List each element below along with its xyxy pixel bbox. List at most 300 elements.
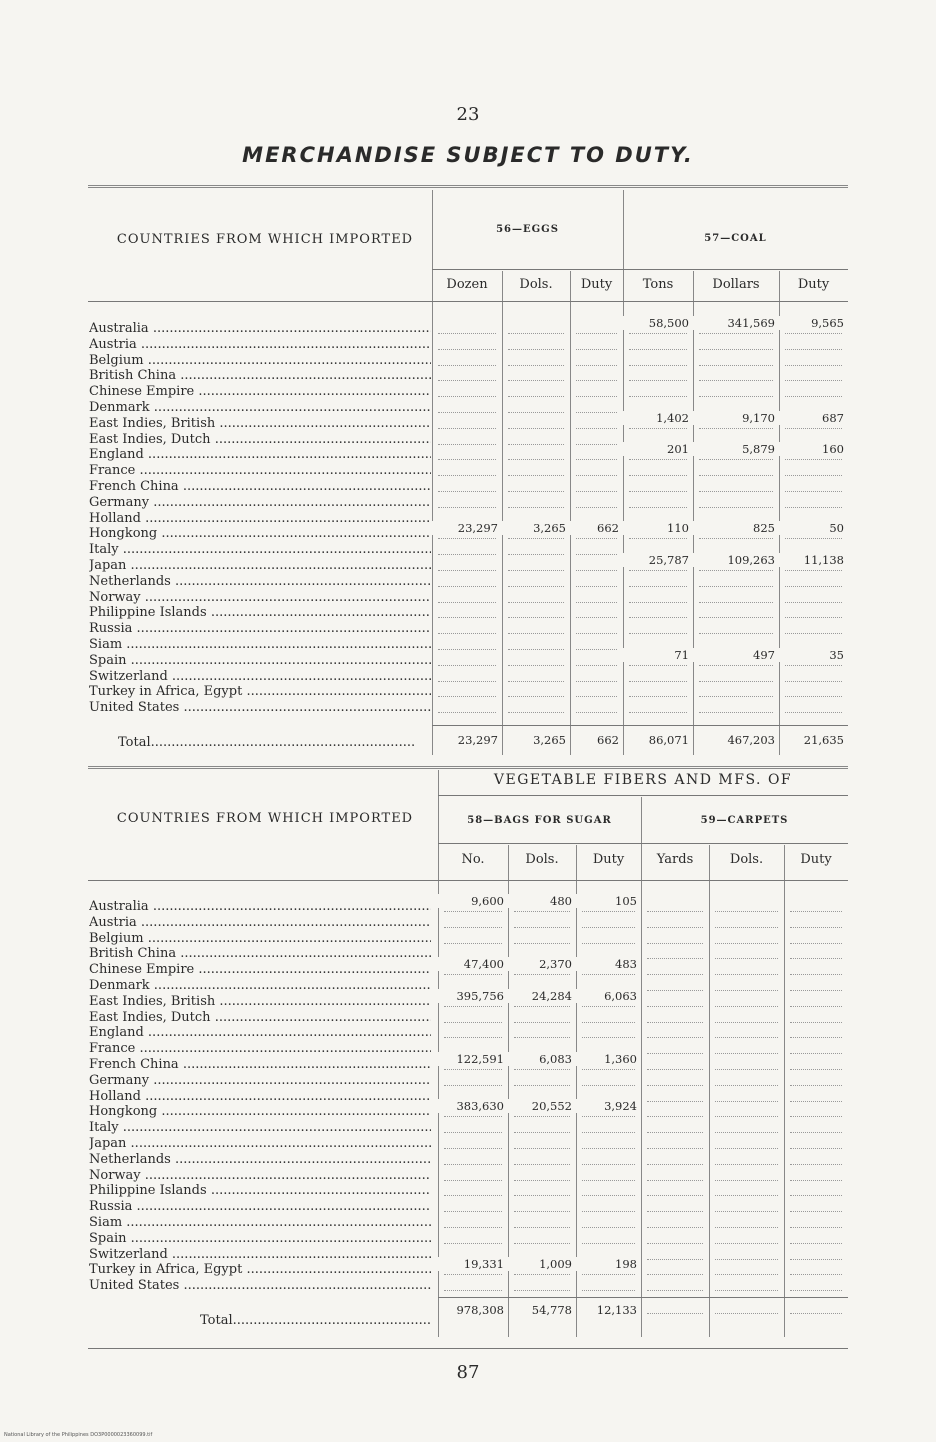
dot-leader xyxy=(438,617,496,618)
dot-leader xyxy=(514,1148,570,1149)
dot-leader xyxy=(582,1274,635,1275)
table2-group-rule xyxy=(438,843,848,844)
dot-leader xyxy=(647,927,703,928)
dot-leader xyxy=(514,1006,570,1007)
table-cell: 6,063 xyxy=(576,989,641,1003)
table2-countries-header: COUNTRIES FROM WHICH IMPORTED xyxy=(116,811,414,826)
country-row-label: Italy ..... xyxy=(89,543,431,556)
country-row-label: France ..... xyxy=(89,1042,431,1055)
dot-leader xyxy=(582,1037,635,1038)
total-cell: 23,297 xyxy=(457,733,498,747)
table1-column-header: Dozen xyxy=(446,277,488,292)
dot-leader xyxy=(438,633,496,634)
dot-leader xyxy=(647,1243,703,1244)
table1-total-label: Total ..... xyxy=(118,735,430,750)
dot-leader xyxy=(699,459,773,460)
dot-leader xyxy=(508,586,564,587)
dot-leader xyxy=(438,333,496,334)
table-cell: 23,297 xyxy=(432,521,502,535)
table-cell: 5,879 xyxy=(693,442,779,456)
dot-leader xyxy=(576,428,617,429)
page-number-top: 23 xyxy=(456,104,480,125)
country-row-label: Germany ..... xyxy=(89,1074,431,1087)
table-cell: 1,402 xyxy=(623,411,693,425)
country-row-label: England ..... xyxy=(89,1026,431,1039)
dot-leader xyxy=(785,396,842,397)
dot-leader xyxy=(790,1274,842,1275)
dot-leader xyxy=(715,1132,778,1133)
table1-total-rule xyxy=(432,725,848,726)
country-row-label: British China ..... xyxy=(89,369,431,382)
dot-leader xyxy=(576,633,617,634)
country-row-label: East Indies, Dutch ..... xyxy=(89,1011,431,1024)
table2-column-header: Duty xyxy=(592,852,625,867)
dot-leader xyxy=(582,1211,635,1212)
dot-leader xyxy=(514,1116,570,1117)
dot-leader xyxy=(785,459,842,460)
dot-leader xyxy=(790,1006,842,1007)
dot-leader xyxy=(790,1259,842,1260)
dot-leader xyxy=(790,1195,842,1196)
dot-leader xyxy=(582,1148,635,1149)
dot-leader xyxy=(514,943,570,944)
dot-leader xyxy=(715,911,778,912)
dot-leader xyxy=(582,1069,635,1070)
dot-leader xyxy=(508,665,564,666)
table2-column-header: Dols. xyxy=(525,852,559,867)
table2-total-rule xyxy=(438,1297,848,1298)
table1-column-header: Duty xyxy=(580,277,613,292)
table-cell: 483 xyxy=(576,957,641,971)
dot-leader xyxy=(647,1195,703,1196)
dot-leader xyxy=(582,1085,635,1086)
dot-leader xyxy=(715,1274,778,1275)
country-row-label: East Indies, British ..... xyxy=(89,995,431,1008)
country-row-label: Belgium ..... xyxy=(89,354,431,367)
dot-leader xyxy=(576,365,617,366)
dot-leader xyxy=(790,1180,842,1181)
dot-leader xyxy=(785,349,842,350)
dot-leader xyxy=(715,1006,778,1007)
table2-top-rule xyxy=(88,766,848,769)
dot-leader xyxy=(699,349,773,350)
dot-leader xyxy=(699,665,773,666)
table2-group-divider xyxy=(641,797,642,1337)
dot-leader xyxy=(444,943,502,944)
dot-leader xyxy=(629,665,687,666)
dot-leader xyxy=(647,1006,703,1007)
dot-leader xyxy=(582,1132,635,1133)
table-cell: 160 xyxy=(779,442,848,456)
dot-leader xyxy=(444,1116,502,1117)
dot-leader xyxy=(438,428,496,429)
dot-leader xyxy=(790,1053,842,1054)
table-cell: 2,370 xyxy=(508,957,576,971)
dot-leader xyxy=(790,1313,842,1314)
dot-leader xyxy=(576,412,617,413)
dot-leader xyxy=(444,1274,502,1275)
dot-leader xyxy=(582,974,635,975)
dot-leader xyxy=(790,1211,842,1212)
dot-leader xyxy=(508,554,564,555)
dot-leader xyxy=(629,491,687,492)
country-row-label: Australia ..... xyxy=(89,900,431,913)
table1-countries-header: COUNTRIES FROM WHICH IMPORTED xyxy=(116,232,414,247)
dot-leader xyxy=(790,1132,842,1133)
country-row-label: Hongkong ..... xyxy=(89,527,431,540)
country-row-label: Norway ..... xyxy=(89,591,431,604)
dot-leader xyxy=(576,554,617,555)
dot-leader xyxy=(576,681,617,682)
country-row-label: Switzerland ..... xyxy=(89,670,431,683)
dot-leader xyxy=(715,990,778,991)
country-row-label: French China ..... xyxy=(89,480,431,493)
country-row-label: East Indies, Dutch ..... xyxy=(89,433,431,446)
dot-leader xyxy=(514,1022,570,1023)
dot-leader xyxy=(785,380,842,381)
dot-leader xyxy=(785,712,842,713)
dot-leader xyxy=(785,617,842,618)
dot-leader xyxy=(438,665,496,666)
dot-leader xyxy=(508,444,564,445)
country-row-label: Russia ..... xyxy=(89,1200,431,1213)
dot-leader xyxy=(444,1180,502,1181)
dot-leader xyxy=(790,1164,842,1165)
dot-leader xyxy=(444,1132,502,1133)
country-row-label: Holland ..... xyxy=(89,512,431,525)
table-cell: 58,500 xyxy=(623,316,693,330)
dot-leader xyxy=(576,507,617,508)
dot-leader xyxy=(508,459,564,460)
dot-leader xyxy=(647,1069,703,1070)
country-row-label: Switzerland ..... xyxy=(89,1248,431,1261)
dot-leader xyxy=(444,1211,502,1212)
dot-leader xyxy=(699,333,773,334)
dot-leader xyxy=(699,602,773,603)
dot-leader xyxy=(508,570,564,571)
dot-leader xyxy=(790,1227,842,1228)
dot-leader xyxy=(699,380,773,381)
dot-leader xyxy=(715,943,778,944)
table-cell: 11,138 xyxy=(779,553,848,567)
table2-header-rule xyxy=(88,880,848,881)
dot-leader xyxy=(438,681,496,682)
dot-leader xyxy=(508,349,564,350)
country-row-label: Spain ..... xyxy=(89,1232,431,1245)
dot-leader xyxy=(444,974,502,975)
table-cell: 687 xyxy=(779,411,848,425)
dot-leader xyxy=(699,681,773,682)
dot-leader xyxy=(438,507,496,508)
dot-leader xyxy=(582,1116,635,1117)
dot-leader xyxy=(629,333,687,334)
table-cell: 3,265 xyxy=(502,521,570,535)
dot-leader xyxy=(508,538,564,539)
dot-leader xyxy=(629,475,687,476)
dot-leader xyxy=(715,1053,778,1054)
table2-super-rule xyxy=(438,795,848,796)
dot-leader xyxy=(514,1274,570,1275)
dot-leader xyxy=(576,617,617,618)
dot-leader xyxy=(629,507,687,508)
table1-group-eggs: 56—EGGS xyxy=(496,224,559,235)
dot-leader xyxy=(715,1022,778,1023)
dot-leader xyxy=(582,927,635,928)
table2-total-label: Total ..... xyxy=(200,1313,432,1328)
dot-leader xyxy=(715,1069,778,1070)
dot-leader xyxy=(514,1211,570,1212)
dot-leader xyxy=(785,333,842,334)
dot-leader xyxy=(576,459,617,460)
dot-leader xyxy=(699,712,773,713)
dot-leader xyxy=(444,1022,502,1023)
table1-header-rule xyxy=(88,301,848,302)
dot-leader xyxy=(576,586,617,587)
country-row-label: British China ..... xyxy=(89,947,431,960)
country-row-label: Spain ..... xyxy=(89,654,431,667)
dot-leader xyxy=(699,633,773,634)
table2-column-header: Duty xyxy=(800,852,832,867)
dot-leader xyxy=(647,1022,703,1023)
country-row-label: Australia ..... xyxy=(89,322,431,335)
dot-leader xyxy=(699,507,773,508)
country-row-label: Germany ..... xyxy=(89,496,431,509)
dot-leader xyxy=(582,1180,635,1181)
dot-leader xyxy=(699,696,773,697)
page-title: MERCHANDISE SUBJECT TO DUTY. xyxy=(242,143,694,167)
table-cell: 6,083 xyxy=(508,1052,576,1066)
dot-leader xyxy=(629,602,687,603)
country-row-label: Siam ..... xyxy=(89,1216,431,1229)
country-row-label: Turkey in Africa, Egypt ..... xyxy=(89,685,431,698)
country-row-label: Austria ..... xyxy=(89,916,431,929)
dot-leader xyxy=(444,1290,502,1291)
table-cell: 662 xyxy=(570,521,623,535)
table1-top-rule xyxy=(88,185,848,188)
dot-leader xyxy=(438,444,496,445)
dot-leader xyxy=(699,396,773,397)
dot-leader xyxy=(514,927,570,928)
dot-leader xyxy=(785,538,842,539)
table-cell: 105 xyxy=(576,894,641,908)
dot-leader xyxy=(576,665,617,666)
dot-leader xyxy=(715,1290,778,1291)
dot-leader xyxy=(514,1290,570,1291)
dot-leader xyxy=(699,586,773,587)
table1-divider xyxy=(432,190,433,755)
dot-leader xyxy=(629,681,687,682)
country-row-label: United States ..... xyxy=(89,1279,431,1292)
dot-leader xyxy=(715,974,778,975)
dot-leader xyxy=(785,475,842,476)
table1-column-header: Dols. xyxy=(519,277,553,292)
country-row-label: Denmark ..... xyxy=(89,401,431,414)
table1-column-header: Duty xyxy=(797,277,830,292)
dot-leader xyxy=(438,649,496,650)
dot-leader xyxy=(715,1164,778,1165)
page-number-bottom: 87 xyxy=(456,1362,480,1383)
dot-leader xyxy=(785,507,842,508)
table-cell: 201 xyxy=(623,442,693,456)
dot-leader xyxy=(699,428,773,429)
dot-leader xyxy=(629,396,687,397)
table-cell: 341,569 xyxy=(693,316,779,330)
table2-super-group: VEGETABLE FIBERS AND MFS. OF xyxy=(493,772,793,788)
dot-leader xyxy=(629,696,687,697)
dot-leader xyxy=(629,712,687,713)
dot-leader xyxy=(582,1006,635,1007)
dot-leader xyxy=(647,1211,703,1212)
dot-leader xyxy=(629,617,687,618)
dot-leader xyxy=(508,602,564,603)
dot-leader xyxy=(438,538,496,539)
country-row-label: Chinese Empire ..... xyxy=(89,385,431,398)
dot-leader xyxy=(444,1164,502,1165)
table1-group-coal: 57—COAL xyxy=(704,233,767,244)
dot-leader xyxy=(790,911,842,912)
dot-leader xyxy=(514,1037,570,1038)
dot-leader xyxy=(576,712,617,713)
dot-leader xyxy=(790,1290,842,1291)
dot-leader xyxy=(699,365,773,366)
country-row-label: East Indies, British ..... xyxy=(89,417,431,430)
country-row-label: French China ..... xyxy=(89,1058,431,1071)
table-cell: 3,924 xyxy=(576,1099,641,1113)
dot-leader xyxy=(629,538,687,539)
dot-leader xyxy=(576,380,617,381)
country-row-label: Holland ..... xyxy=(89,1090,431,1103)
dot-leader xyxy=(629,459,687,460)
dot-leader xyxy=(790,990,842,991)
dot-leader xyxy=(790,1101,842,1102)
table-cell: 198 xyxy=(576,1257,641,1271)
dot-leader xyxy=(785,570,842,571)
table2-column-divider xyxy=(784,845,785,1337)
dot-leader xyxy=(715,1243,778,1244)
dot-leader xyxy=(514,911,570,912)
dot-leader xyxy=(790,1069,842,1070)
table2-column-divider xyxy=(709,845,710,1337)
table1-column-divider xyxy=(502,271,503,755)
dot-leader xyxy=(629,380,687,381)
table-cell: 47,400 xyxy=(438,957,508,971)
table2-group-carpets: 59—CARPETS xyxy=(700,815,789,826)
dot-leader xyxy=(582,1022,635,1023)
country-row-label: Philippine Islands ..... xyxy=(89,1184,431,1197)
dot-leader xyxy=(785,586,842,587)
dot-leader xyxy=(790,1037,842,1038)
dot-leader xyxy=(582,1227,635,1228)
dot-leader xyxy=(508,475,564,476)
dot-leader xyxy=(647,1116,703,1117)
dot-leader xyxy=(444,927,502,928)
table-cell: 497 xyxy=(693,648,779,662)
table-cell: 19,331 xyxy=(438,1257,508,1271)
dot-leader xyxy=(444,1037,502,1038)
dot-leader xyxy=(699,491,773,492)
dot-leader xyxy=(715,1211,778,1212)
dot-leader xyxy=(647,1053,703,1054)
dot-leader xyxy=(629,428,687,429)
table-cell: 122,591 xyxy=(438,1052,508,1066)
country-row-label: Belgium ..... xyxy=(89,932,431,945)
dot-leader xyxy=(647,943,703,944)
table-cell: 383,630 xyxy=(438,1099,508,1113)
dot-leader xyxy=(576,444,617,445)
country-row-label: England ..... xyxy=(89,448,431,461)
dot-leader xyxy=(715,1116,778,1117)
table-cell: 9,565 xyxy=(779,316,848,330)
dot-leader xyxy=(715,1227,778,1228)
country-row-label: Austria ..... xyxy=(89,338,431,351)
table-cell: 110 xyxy=(623,521,693,535)
table-cell: 24,284 xyxy=(508,989,576,1003)
country-row-label: France ..... xyxy=(89,464,431,477)
dot-leader xyxy=(790,1022,842,1023)
dot-leader xyxy=(508,412,564,413)
dot-leader xyxy=(514,974,570,975)
table-cell: 1,360 xyxy=(576,1052,641,1066)
table2-bottom-rule xyxy=(88,1348,848,1349)
dot-leader xyxy=(514,1180,570,1181)
dot-leader xyxy=(582,1164,635,1165)
dot-leader xyxy=(790,927,842,928)
dot-leader xyxy=(715,1037,778,1038)
dot-leader xyxy=(438,412,496,413)
country-row-label: United States ..... xyxy=(89,701,431,714)
dot-leader xyxy=(438,349,496,350)
dot-leader xyxy=(629,570,687,571)
dot-leader xyxy=(508,396,564,397)
total-cell: 21,635 xyxy=(803,733,844,747)
dot-leader xyxy=(715,1195,778,1196)
dot-leader xyxy=(576,649,617,650)
table1-column-divider xyxy=(693,271,694,755)
dot-leader xyxy=(715,927,778,928)
dot-leader xyxy=(438,602,496,603)
table-cell: 50 xyxy=(779,521,848,535)
dot-leader xyxy=(444,1243,502,1244)
dot-leader xyxy=(444,1195,502,1196)
dot-leader xyxy=(629,633,687,634)
dot-leader xyxy=(444,1227,502,1228)
dot-leader xyxy=(647,1085,703,1086)
total-cell: 12,133 xyxy=(596,1303,637,1317)
country-row-label: Italy ..... xyxy=(89,1121,431,1134)
dot-leader xyxy=(514,1132,570,1133)
table-cell: 480 xyxy=(508,894,576,908)
dot-leader xyxy=(438,365,496,366)
table1-group-rule xyxy=(432,269,848,270)
table-cell: 9,170 xyxy=(693,411,779,425)
dot-leader xyxy=(790,958,842,959)
dot-leader xyxy=(438,491,496,492)
dot-leader xyxy=(438,380,496,381)
country-row-label: Japan ..... xyxy=(89,1137,431,1150)
scan-footer: National Library of the Philippines DO3P0000023360099.tif xyxy=(4,1432,153,1438)
dot-leader xyxy=(444,911,502,912)
dot-leader xyxy=(438,586,496,587)
dot-leader xyxy=(508,696,564,697)
dot-leader xyxy=(790,1085,842,1086)
dot-leader xyxy=(647,974,703,975)
country-row-label: Japan ..... xyxy=(89,559,431,572)
dot-leader xyxy=(790,1148,842,1149)
dot-leader xyxy=(647,990,703,991)
dot-leader xyxy=(582,1195,635,1196)
dot-leader xyxy=(715,958,778,959)
total-cell: 3,265 xyxy=(533,733,566,747)
